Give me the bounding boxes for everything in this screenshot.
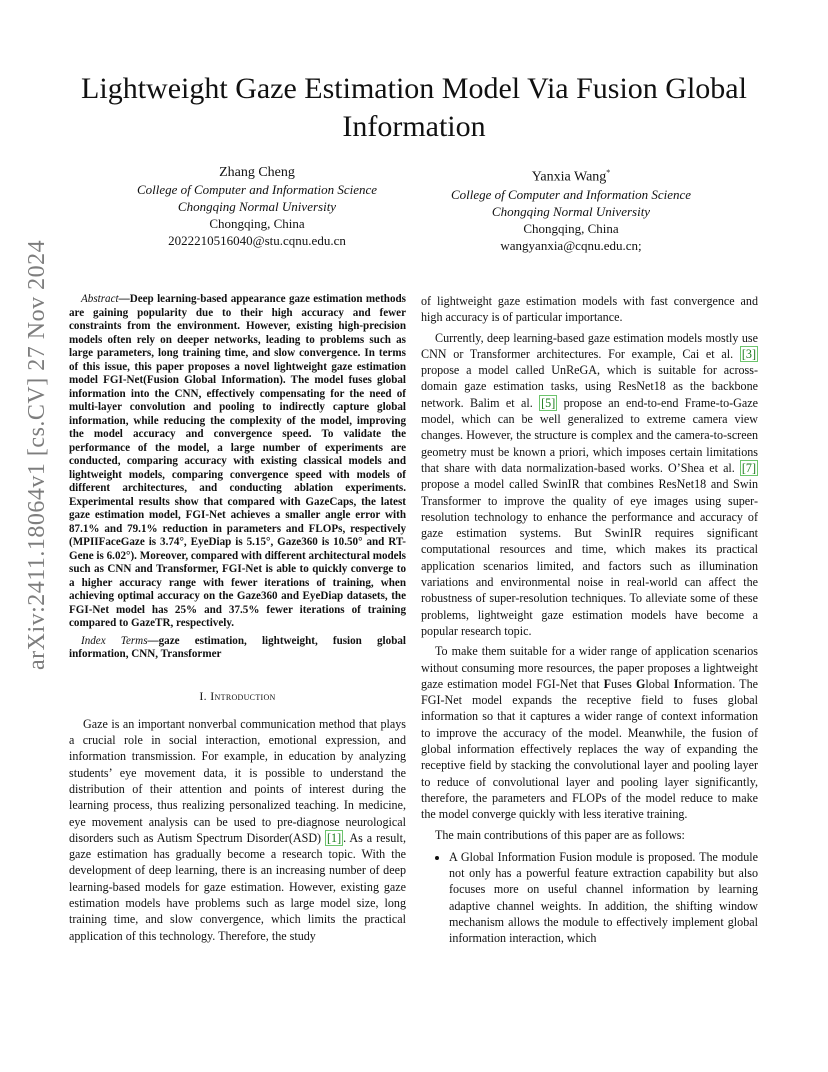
emphasis-letter: I xyxy=(673,676,679,691)
index-terms xyxy=(69,635,406,662)
index-terms-text: —gaze estimation, lightweight, fusion global information, CNN, Transformer xyxy=(69,634,406,660)
author-name: Zhang Cheng xyxy=(219,165,295,180)
author-email: wangyanxia@cqnu.edu.cn; xyxy=(500,237,642,253)
citation-link-1[interactable]: [1] xyxy=(327,830,342,845)
author-name xyxy=(411,164,731,186)
emphasis-letter: F xyxy=(603,676,612,691)
text-run: propose a model called SwinIR that combines ResNet18 and Swin Transformer to improve the quality of eye images using super-resolution technology to enhance the performance and accuracy of gaze estimation systems. But SwinIR requires significant computational resources and time, which makes its practical application scenarios limited, and factors such as illumination variations and environmental noise in real-world can affect the robustness of super-resolution techniques. To alleviate some of these problems, lightweight gaze estimation models have become a popular research topic. xyxy=(421,477,758,638)
author-email: 2022210516040@stu.cqnu.edu.cn xyxy=(168,233,346,248)
text-run: nformation. The FGI-Net model expands the receptive field to fuses global information so that it captures a wider range of context information to improve the accuracy of the model. Meanwhile, the fusion of global information effectively replaces the way of expanding the receptive field by stacking the convolutional layer and pooling layer to reduce of convolutional layer and pooling layer significantly, therefore, the parameters and FLOPs of the model reduce to make the model converge quickly with less iterative training. xyxy=(421,676,758,822)
text-run: To make them suitable for a wider range of application scenarios without consuming more resources, the paper proposes a lightweight gaze estimation model FGI-Net that xyxy=(421,644,758,691)
left-column xyxy=(69,293,406,948)
text-run: propose an end-to-end Frame-to-Gaze model, which can be well generalized to extreme camera view changes. However, the structure is complex and the camera-to-screen geometry must be known a priori, which imposes certain limitations that share with data normalization-based works. O’Shea et al. xyxy=(421,395,758,475)
paragraph-related-work xyxy=(421,330,758,640)
citation-link-3[interactable]: [3] xyxy=(741,346,756,361)
contributions-list xyxy=(421,849,758,947)
text-run: uses xyxy=(611,676,636,691)
section-heading-introduction: I. Introduction xyxy=(199,688,276,703)
emphasis-letter: G xyxy=(636,676,646,691)
author-block-1 xyxy=(97,164,417,249)
text-run: Currently, deep learning-based gaze estimation models mostly use CNN or Transformer architectures. For example, Cai et al. xyxy=(421,330,758,361)
intro-paragraph-1 xyxy=(69,716,406,944)
author-name-text: Yanxia Wang xyxy=(531,169,607,185)
author-location: Chongqing, China xyxy=(209,216,305,231)
author-university: Chongqing Normal University xyxy=(491,203,651,219)
arxiv-identifier: arXiv:2411.18064v1 [cs.CV] 27 Nov 2024 xyxy=(24,239,50,670)
text-run: lobal xyxy=(645,676,674,691)
paragraph-contributions-intro: The main contributions of this paper are as follows: xyxy=(435,827,685,842)
paragraph-continuation: of lightweight gaze estimation models with fast convergence and high accuracy is of particular importance. xyxy=(421,294,758,325)
right-column xyxy=(421,293,758,947)
citation-link-7[interactable]: [7] xyxy=(741,460,756,475)
corresponding-author-mark: * xyxy=(606,168,611,177)
author-block-2 xyxy=(411,164,731,254)
citation-link-5[interactable]: [5] xyxy=(541,395,556,410)
abstract-label: Abstract xyxy=(81,293,119,305)
abstract xyxy=(69,293,406,631)
abstract-text: —Deep learning-based appearance gaze estimation methods are gaining popularity due to their high accuracy and fewer constraints from the environment. However, existing high-precision models often rely on deeper networks, leading to problems such as large parameters, long training time, and slow convergence. In terms of this issue, this paper proposes a novel lightweight gaze estimation model FGI-Net(Fusion Global Information). The model fuses global information into the CNN, effectively compensating for the need of multi-layer convolution and pooling to indirectly capture global information, while reducing the complexity of the model, improving the model accuracy and convergence speed. To validate the performance of the model, a large number of experiments are conducted, comparing accuracy with existing classical models and lightweight models, comparing convergence speed with models of different architectures, and conducting ablation experiments. Experimental results show that compared with GazeCaps, the latest gaze estimation model, FGI-Net achieves a smaller angle error with 87.1% and 79.1% reduction in parameters and FLOPs, respectively (MPIIFaceGaze is 3.74°, EyeDiap is 5.15°, Gaze360 is 10.50° and RT-Gene is 6.02°). Moreover, compared with different architectural models such as CNN and Transformer, FGI-Net is able to quickly converge to a higher accuracy range with fewer iterations of training, when achieving optimal accuracy on the Gaze360 and EyeDiap datasets, the FGI-Net model has 25% and 37.5% fewer iterations of training compared to GazeTR, respectively. xyxy=(69,293,406,629)
text-run: . As a result, gaze estimation has gradually become a research topic. With the development of deep learning, there is an increasing number of deep learning-based models for gaze estimation. However, existing gaze estimation models have problems such as large model size, long training time, and slow convergence, which limits the practical application of this technology. Therefore, the study xyxy=(69,830,406,943)
author-affiliation: College of Computer and Information Science xyxy=(450,186,692,202)
author-location: Chongqing, China xyxy=(523,220,619,236)
text-run: Gaze is an important nonverbal communication method that plays a crucial role in social interaction, emotional expression, and information transmission. For example, in education by analyzing students’ eye movement data, it is possible to understand the distribution of their attention and points of interest during the learning process, thus realizing personalized teaching. In medicine, eye movement analysis can be used to pre-diagnose neurological disorders such as Autism Spectrum Disorder(ASD) xyxy=(69,716,406,845)
author-university: Chongqing Normal University xyxy=(177,199,337,214)
paper-title: Lightweight Gaze Estimation Model Via Fusion Global Information xyxy=(81,72,747,143)
index-terms-label: Index Terms xyxy=(81,634,148,647)
text-run: propose a model called UnReGA, which is suitable for across-domain gaze estimation tasks, using ResNet18 as the backbone network. Balim et al. xyxy=(421,363,758,410)
author-affiliation: College of Computer and Information Science xyxy=(136,182,378,197)
paragraph-proposal xyxy=(421,643,758,822)
contribution-item: • A Global Information Fusion module is proposed. The module not only has a powerful feature extraction capability but also focuses more on useful channel information by learning adaptive channel weights. In addition, the shifting window mechanism allows the module to effectively implement global information interaction, which xyxy=(449,849,758,947)
